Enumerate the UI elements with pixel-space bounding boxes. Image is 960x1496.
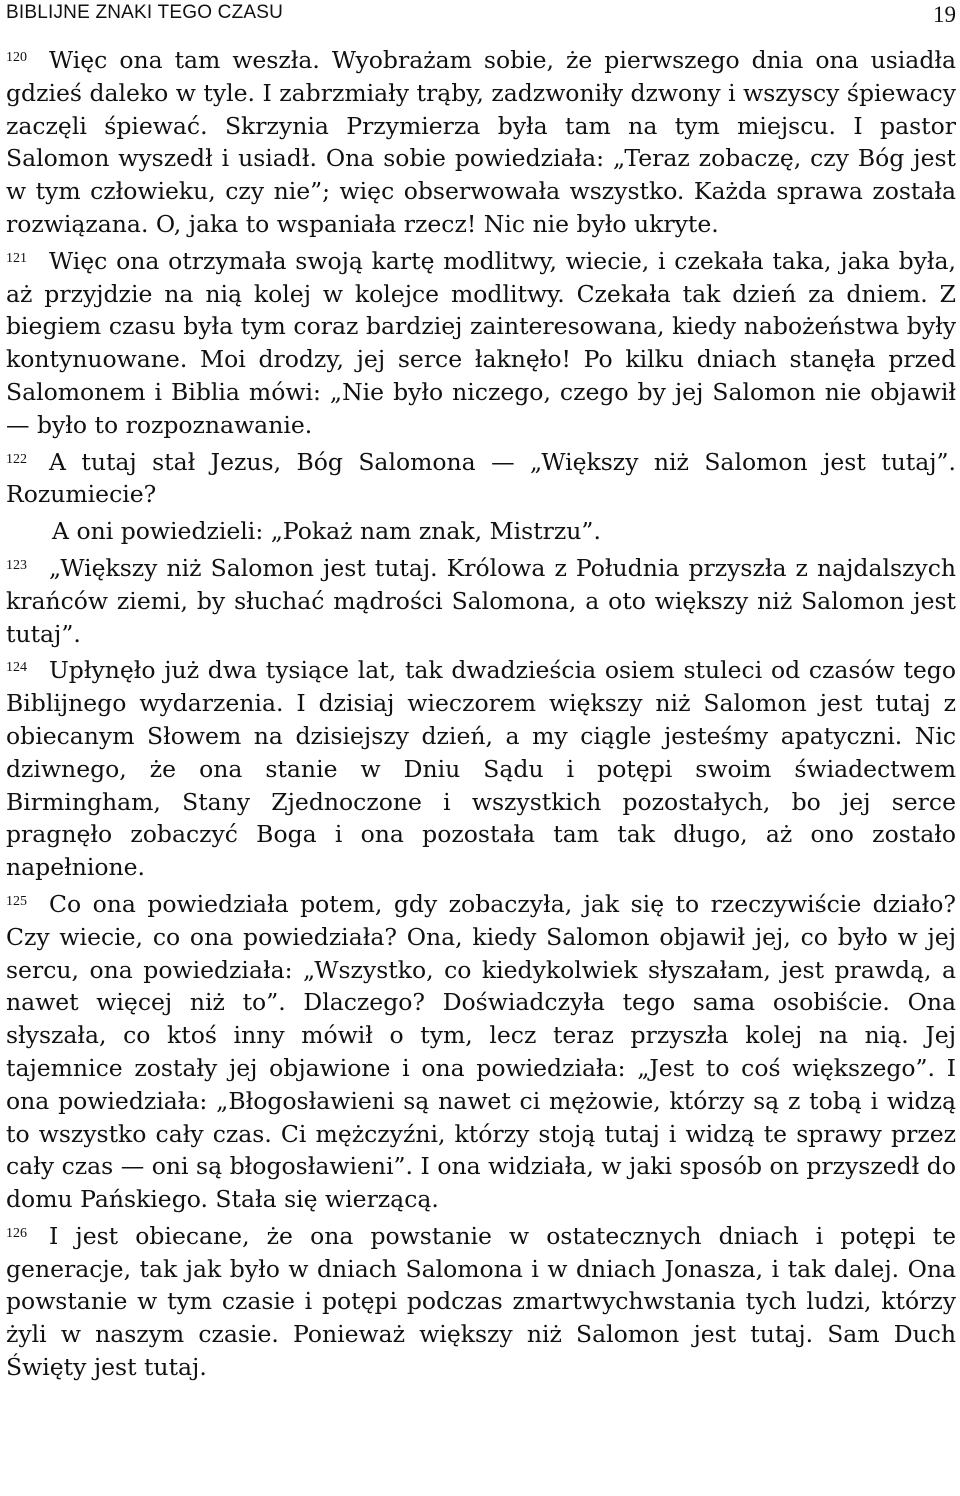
- page-number: 19: [933, 2, 956, 27]
- paragraph-number: 125: [6, 893, 27, 909]
- document-page: [6, 0, 956, 1388]
- paragraph-125: [6, 888, 956, 1216]
- paragraph-126: [6, 1220, 956, 1384]
- paragraph-number: 126: [6, 1225, 27, 1241]
- body-text: [6, 44, 956, 1384]
- paragraph-text: Co ona powiedziała potem, gdy zobaczyła, jak się to rzeczywiście działo? Czy wiecie, co ona powiedziała? Ona, kiedy Salomon objawił jej, co było w jej sercu, ona powiedziała: „Wszystko, co kiedykolwiek słyszałam, jest prawdą, a nawet więcej niż to”. Dlaczego? Doświadczyła tego sama osobiście. Ona słyszała, co ktoś inny mówił o tym, lecz teraz przyszła kolej na nią. Jej tajemnice zostały jej objawione i ona powiedziała: „Jest to coś większego”. I ona powiedziała: „Błogosławieni są nawet ci mężowie, którzy są z tobą i widzą to wszystko cały czas. Ci mężczyźni, którzy stoją tutaj i widzą te sprawy przez cały czas — oni są błogosławieni”. I ona widziała, w jaki sposób on przyszedł do domu Pańskiego. Stała się wierzącą.: [6, 889, 956, 1214]
- paragraph-text: A tutaj stał Jezus, Bóg Salomona — „Większy niż Salomon jest tutaj”. Rozumiecie?: [6, 447, 956, 509]
- page-header: [6, 0, 956, 36]
- running-title: BIBLIJNE ZNAKI TEGO CZASU: [6, 2, 284, 23]
- paragraph-text: Więc ona otrzymała swoją kartę modlitwy, wiecie, i czekała taka, jaka była, aż przyjdzie na nią kolej w kolejce modlitwy. Czekała tak dzień za dniem. Z biegiem czasu była tym coraz bardziej zainteresowana, kiedy nabożeństwa były kontynuowane. Moi drodzy, jej serce łaknęło! Po kilku dniach stanęła przed Salomonem i Biblia mówi: „Nie było niczego, czego by jej Salomon nie objawił — było to rozpoznawanie.: [6, 246, 956, 439]
- paragraph-number: 122: [6, 451, 27, 467]
- paragraph-text: A oni powiedzieli: „Pokaż nam znak, Mistrzu”.: [52, 517, 601, 546]
- paragraph-text: „Większy niż Salomon jest tutaj. Królowa z Południa przyszła z najdalszych krańców ziemi, by słuchać mądrości Salomona, a oto większy niż Salomon jest tutaj”.: [6, 553, 956, 648]
- paragraph-122: [6, 446, 956, 512]
- paragraph-text: Więc ona tam weszła. Wyobrażam sobie, że pierwszego dnia ona usiadła gdzieś daleko w tyle. I zabrzmiały trąby, zadzwoniły dzwony i wszyscy śpiewacy zaczęli śpiewać. Skrzynia Przymierza była tam na tym miejscu. I pastor Salomon wyszedł i usiadł. Ona sobie powiedziała: „Teraz zobaczę, czy Bóg jest w tym człowieku, czy nie”; więc obserwowała wszystko. Każda sprawa została rozwiązana. O, jaka to wspaniała rzecz! Nic nie było ukryte.: [6, 46, 956, 238]
- paragraph-124: [6, 654, 956, 884]
- paragraph-122-continued: [6, 515, 956, 548]
- paragraph-121: [6, 245, 956, 442]
- paragraph-number: 124: [6, 660, 27, 676]
- paragraph-120: [6, 44, 956, 241]
- paragraph-number: 123: [6, 557, 27, 573]
- paragraph-123: [6, 552, 956, 650]
- paragraph-number: 120: [6, 50, 27, 65]
- paragraph-text: I jest obiecane, że ona powstanie w ostatecznych dniach i potępi te generacje, tak jak było w dniach Salomona i w dniach Jonasza, i tak dalej. Ona powstanie w tym czasie i potępi podczas zmartwychwstania tych ludzi, którzy żyli w naszym czasie. Ponieważ większy niż Salomon jest tutaj. Sam Duch Święty jest tutaj.: [6, 1221, 956, 1382]
- paragraph-number: 121: [6, 250, 27, 266]
- paragraph-text: Upłynęło już dwa tysiące lat, tak dwadzieścia osiem stuleci od czasów tego Biblijnego wydarzenia. I dzisiaj wieczorem większy niż Salomon jest tutaj z obiecanym Słowem na dzisiejszy dzień, a my ciągle jesteśmy apatyczni. Nic dziwnego, że ona stanie w Dniu Sądu i potępi swoim świadectwem Birmingham, Stany Zjednoczone i wszystkich pozostałych, bo jej serce pragnęło zobaczyć Boga i ona pozostała tam tak długo, aż ono zostało napełnione.: [6, 656, 956, 882]
